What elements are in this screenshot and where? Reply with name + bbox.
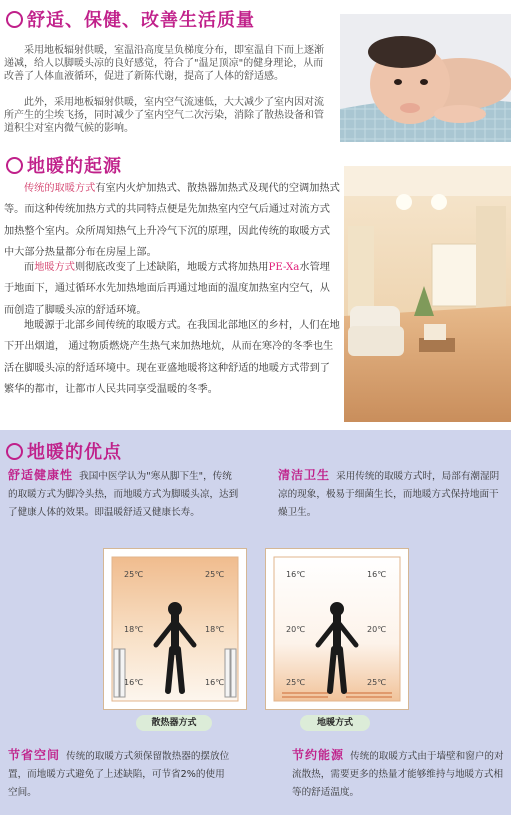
section1-title-text: 舒适、保健、改善生活质量	[27, 10, 255, 31]
floor-heating-highlight: 地暖方式	[34, 262, 75, 273]
section1-paragraph1: 采用地板辐射供暖，室温沿高度呈负梯度分布，即室温自下而上逐渐递减，给人以脚暖头凉的良好感觉，符合了"温足顶凉"的健身理论，从而改善了人体血液循环，促进了新陈代谢，提高了人体的舒适感。	[4, 45, 324, 82]
pexa-brand: PE-Xa	[268, 262, 300, 273]
section1-title	[6, 6, 255, 32]
comfort-block	[8, 466, 240, 522]
temp-top-left: 25℃	[124, 570, 144, 579]
temp-mid-left: 18℃	[124, 625, 144, 634]
temp-bottom-left: 25℃	[286, 678, 306, 687]
section2-title	[6, 152, 122, 178]
circle-icon	[6, 157, 23, 174]
circle-icon	[6, 11, 23, 28]
floor-heating-diagram	[265, 548, 409, 710]
living-room-photo	[344, 166, 511, 422]
radiator-diagram	[103, 548, 247, 710]
energy-block	[292, 746, 506, 802]
temp-mid-left: 20℃	[286, 625, 306, 634]
traditional-heating-link: 传统的取暖方式	[24, 183, 96, 194]
section3-title-text: 地暖的优点	[27, 442, 122, 463]
energy-title: 节约能源	[292, 748, 345, 762]
section2-title-text: 地暖的起源	[27, 156, 122, 177]
section2-p2-c: 水管埋于地面下，通过循环水先加热地面后再通过地面的温度加热室内空气，从而创造了脚暖头凉的舒适环境。	[4, 262, 330, 316]
section2-p2-b: 则彻底改变了上述缺陷，地暖方式将加热用	[74, 262, 269, 273]
section2-paragraph1	[4, 178, 340, 263]
floor-heating-caption: 地暖方式	[300, 715, 370, 731]
section2-p2-a: 而	[24, 262, 35, 273]
section1-paragraph2: 此外，采用地板辐射供暖，室内空气流速低，大大减少了室内因对流所产生的尘埃飞扬，同时减少了室内空气二次污染，消除了散热设备和管道积尘对室内微气候的影响。	[4, 97, 324, 134]
energy-text: 传统的取暖方式由于墙壁和窗户的对流散热，需要更多的热量才能够维持与地暖方式相等的舒适温度。	[292, 751, 504, 798]
baby-photo	[340, 14, 511, 142]
section2-paragraph2	[4, 257, 340, 321]
space-title: 节省空间	[8, 748, 61, 762]
temp-top-right: 25℃	[205, 570, 225, 579]
circle-icon	[6, 443, 23, 460]
temp-mid-right: 18℃	[205, 625, 225, 634]
comfort-title: 舒适健康性	[8, 468, 74, 482]
temp-bottom-right: 25℃	[367, 678, 387, 687]
section2-paragraph3: 地暖源于北部乡间传统的取暖方式。在我国北部地区的乡村，人们在地下开出烟道， 通过物质燃烧产生热气来加热地炕，从而在寒冷的冬季也生活在脚暖头凉的舒适环境中。现在亚盛地暖将这种舒适的地暖方式带到了繁华的都市，让都市人民共同享受温暖的冬季。	[4, 320, 340, 395]
temp-bottom-left: 16℃	[124, 678, 144, 687]
comfort-text: 我国中医学认为"寒从脚下生"，传统的取暖方式为脚冷头热，而地暖方式为脚暖头凉，达到了健康人体的效果。即温暖舒适又健康长寿。	[8, 471, 239, 518]
clean-text: 采用传统的取暖方式时，局部有潮湿阴凉的现象，极易于细菌生长，而地暖方式保持地面干燥卫生。	[278, 471, 500, 518]
clean-block	[278, 466, 506, 522]
temp-top-right: 16℃	[367, 570, 387, 579]
space-text: 传统的取暖方式须保留散热器的摆放位置，而地暖方式避免了上述缺陷，可节省2%的使用空间。	[8, 751, 230, 798]
section3-title	[6, 438, 122, 464]
radiator-caption: 散热器方式	[136, 715, 212, 731]
temp-mid-right: 20℃	[367, 625, 387, 634]
clean-title: 清洁卫生	[278, 468, 331, 482]
temp-top-left: 16℃	[286, 570, 306, 579]
section2-paragraph1-text: 有室内火炉加热式、散热器加热式及现代的空调加热式等。而这种传统加热方式的共同特点便是先加热室内空气后通过对流方式加热整个室内。众所周知热气上升冷气下沉的原理，因此传统的取暖方式中大部分热量都分布在房屋上部。	[4, 183, 340, 258]
space-block	[8, 746, 234, 802]
temp-bottom-right: 16℃	[205, 678, 225, 687]
